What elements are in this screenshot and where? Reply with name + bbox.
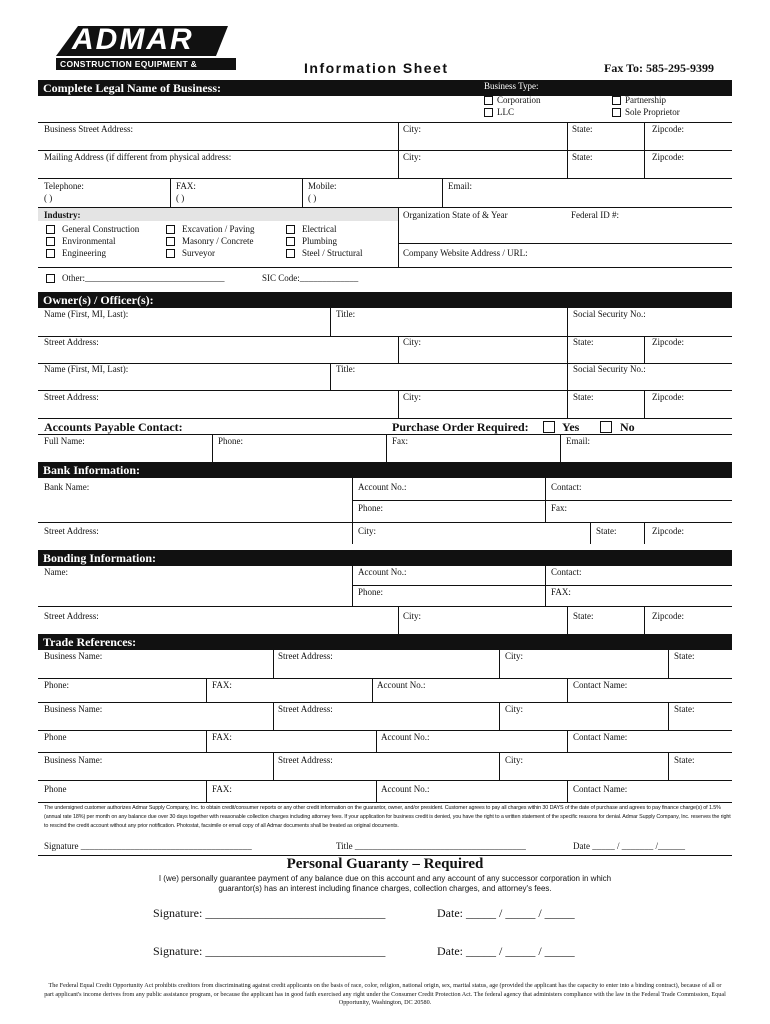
ap-email-label: Email: [566, 436, 590, 446]
po-required-label: Purchase Order Required: [392, 420, 529, 434]
owner1-city-label: City: [403, 337, 422, 347]
industry-label: Industry: [44, 210, 81, 220]
excavation-label: Excavation / Paving [182, 224, 255, 234]
business-city-label: City: [403, 124, 422, 134]
bonding-city-label: City: [403, 611, 422, 621]
corporation-label: Corporation [497, 95, 541, 105]
date-line[interactable]: Date _____ / _______ /______ [573, 841, 685, 851]
bank-contact-label: Contact: [551, 482, 582, 492]
ref2-business-label: Business Name: [44, 704, 103, 714]
business-zip-label: Zipcode: [652, 124, 684, 134]
ref3-phone-label: Phone [44, 784, 67, 794]
owner1-street-label: Street Address: [44, 337, 99, 347]
bonding-bar: Bonding Information: [38, 550, 732, 566]
engineering-label: Engineering [62, 248, 106, 258]
bonding-state-label: State: [573, 611, 594, 621]
ref3-business-label: Business Name: [44, 755, 103, 765]
ref1-fax-label: FAX: [212, 680, 232, 690]
mobile-paren: ( ) [308, 193, 317, 203]
ref2-contact-label: Contact Name: [573, 732, 628, 742]
ref1-city-label: City: [505, 651, 524, 661]
owner1-ssn-label: Social Security No.: [573, 309, 646, 319]
owner2-street-label: Street Address: [44, 392, 99, 402]
llc-label: LLC [497, 107, 514, 117]
admar-logo [38, 22, 238, 79]
ap-phone-label: Phone: [218, 436, 244, 446]
bonding-fax-label: FAX: [551, 587, 571, 597]
bank-zip-label: Zipcode: [652, 526, 684, 536]
ref1-contact-label: Contact Name: [573, 680, 628, 690]
ap-heading: Accounts Payable Contact: [44, 420, 183, 434]
ap-full-name-label: Full Name: [44, 436, 85, 446]
fax-to: Fax To: 585-295-9399 [604, 61, 715, 75]
signature-line[interactable]: Signature ______________________________________ [44, 841, 252, 851]
bank-city-label: City: [358, 526, 377, 536]
bank-fax-label: Fax: [551, 503, 568, 513]
title-line[interactable]: Title ______________________________________ [336, 841, 526, 851]
ref2-fax-label: FAX: [212, 732, 232, 742]
ref3-city-label: City: [505, 755, 524, 765]
owner1-name-label: Name (First, MI, Last): [44, 309, 129, 319]
general-construction-checkbox[interactable] [46, 225, 55, 234]
po-yes-checkbox[interactable] [543, 421, 555, 433]
bank-state-label: State: [596, 526, 617, 536]
guaranty-signature-1[interactable]: Signature: ______________________________ [153, 906, 386, 920]
partnership-label: Partnership [625, 95, 666, 105]
bonding-phone-label: Phone: [358, 587, 384, 597]
owner1-title-label: Title: [336, 309, 356, 319]
org-state-label: Organization State of & Year [403, 210, 508, 220]
ap-fax-label: Fax: [392, 436, 409, 446]
po-no-label: No [620, 420, 635, 434]
owner1-state-label: State: [573, 337, 594, 347]
logo-text: ADMAR [72, 23, 194, 56]
bonding-street-label: Street Address: [44, 611, 99, 621]
business-street-label: Business Street Address: [44, 124, 133, 134]
plumbing-checkbox[interactable] [286, 237, 295, 246]
website-label: Company Website Address / URL: [403, 248, 528, 258]
partnership-checkbox[interactable] [612, 96, 621, 105]
surveyor-label: Surveyor [182, 248, 215, 258]
fax-label: FAX: [176, 181, 196, 191]
llc-checkbox[interactable] [484, 108, 493, 117]
telephone-paren: ( ) [44, 193, 53, 203]
ref2-street-label: Street Address: [278, 704, 333, 714]
po-yes-label: Yes [562, 420, 580, 434]
bank-bar: Bank Information: [38, 462, 732, 478]
bonding-contact-label: Contact: [551, 567, 582, 577]
bonding-zip-label: Zipcode: [652, 611, 684, 621]
ref3-account-label: Account No.: [381, 784, 430, 794]
credit-disclaimer: The undersigned customer authorizes Admar Supply Company, Inc. to obtain credit/consumer reports or any other credit information on the guarantor, owner, and/or president. Customer agrees to pay all charges within 30 DAYS of the date of purchase and agrees to pay finance charge(s) of 1.5% (annual rate 18%) per month on any balance due over 30 days together with reasonable collection charges including attorney fees. If your application for business credit is denied, you have the right to a written statement of the specific reasons for denial. Admar Supply Company, Inc. reserves the right to rescind the credit account without any prior notification. Photostat, facsimile or email copy of all Admar documents shall be treated as original documents. [44, 805, 731, 829]
ref1-state-label: State: [674, 651, 695, 661]
guaranty-text: I (we) personally guarantee payment of any balance due on this account and any account of any successor corporation in which guarantor(s) has an interest including finance charges, collection charges, and attorney's fees. [158, 874, 612, 893]
sole-proprietor-checkbox[interactable] [612, 108, 621, 117]
telephone-label: Telephone: [44, 181, 84, 191]
ref3-contact-label: Contact Name: [573, 784, 628, 794]
mailing-city-label: City: [403, 152, 422, 162]
environmental-checkbox[interactable] [46, 237, 55, 246]
ref2-account-label: Account No.: [381, 732, 430, 742]
electrical-label: Electrical [302, 224, 337, 234]
owner2-title-label: Title: [336, 364, 356, 374]
steel-label: Steel / Structural [302, 248, 363, 258]
other-label: Other:_______________________________ [62, 273, 225, 283]
ref3-state-label: State: [674, 755, 695, 765]
other-checkbox[interactable] [46, 274, 55, 283]
excavation-checkbox[interactable] [166, 225, 175, 234]
guaranty-date-1[interactable]: Date: _____ / _____ / _____ [437, 906, 575, 920]
federal-id-label: Federal ID #: [571, 210, 619, 220]
business-state-label: State: [572, 124, 593, 134]
business-name-field[interactable] [38, 96, 478, 122]
guaranty-signature-2[interactable]: Signature: ______________________________ [153, 944, 386, 958]
sole-proprietor-label: Sole Proprietor [625, 107, 680, 117]
electrical-checkbox[interactable] [286, 225, 295, 234]
ref2-state-label: State: [674, 704, 695, 714]
mobile-label: Mobile: [308, 181, 337, 191]
owner2-name-label: Name (First, MI, Last): [44, 364, 129, 374]
bonding-account-label: Account No.: [358, 567, 407, 577]
plumbing-label: Plumbing [302, 236, 338, 246]
bank-street-label: Street Address: [44, 526, 99, 536]
owner2-zip-label: Zipcode: [652, 392, 684, 402]
ecoa-footer: The Federal Equal Credit Opportunity Act prohibits creditors from discriminating against credit applicants on the basis of race, color, religion, national origin, sex, marital status, age (provided the applicant has the capacity to enter into a binding contract), because of all or part applicant's income derives from any public assistance program, or because the applicant has in good faith exercised any right under the Consumer Credit Protection Act. The federal agency that administers compliance with the law in the Federal Trade Commission, Equal Opportunity, Washington, DC 20580. [44, 982, 726, 1006]
logo-subtitle: CONSTRUCTION EQUIPMENT & SUPPLIES [60, 59, 198, 79]
ref1-street-label: Street Address: [278, 651, 333, 661]
guaranty-heading: Personal Guaranty – Required [286, 856, 484, 872]
masonry-checkbox[interactable] [166, 237, 175, 246]
fax-paren: ( ) [176, 193, 185, 203]
page-title: Information Sheet [304, 60, 449, 76]
business-type-label: Business Type: [484, 81, 539, 91]
ref2-phone-label: Phone [44, 732, 67, 742]
email-label: Email: [448, 181, 472, 191]
mailing-state-label: State: [572, 152, 593, 162]
guaranty-date-2[interactable]: Date: _____ / _____ / _____ [437, 944, 575, 958]
surveyor-checkbox[interactable] [166, 249, 175, 258]
ref3-street-label: Street Address: [278, 755, 333, 765]
owner1-zip-label: Zipcode: [652, 337, 684, 347]
general-construction-label: General Construction [62, 224, 140, 234]
trade-bar: Trade References: [38, 634, 732, 650]
ref1-account-label: Account No.: [377, 680, 426, 690]
steel-checkbox[interactable] [286, 249, 295, 258]
bank-account-label: Account No.: [358, 482, 407, 492]
owner2-city-label: City: [403, 392, 422, 402]
ref3-fax-label: FAX: [212, 784, 232, 794]
ref1-phone-label: Phone: [44, 680, 70, 690]
corporation-checkbox[interactable] [484, 96, 493, 105]
environmental-label: Environmental [62, 236, 116, 246]
owner2-state-label: State: [573, 392, 594, 402]
po-no-checkbox[interactable] [600, 421, 612, 433]
owner2-ssn-label: Social Security No.: [573, 364, 646, 374]
sic-code-label: SIC Code:_____________ [262, 273, 359, 283]
mailing-address-label: Mailing Address (if different from physical address: [44, 152, 232, 162]
mailing-zip-label: Zipcode: [652, 152, 684, 162]
bank-name-label: Bank Name: [44, 482, 90, 492]
bank-phone-label: Phone: [358, 503, 384, 513]
bonding-name-label: Name: [44, 567, 68, 577]
ref2-city-label: City: [505, 704, 524, 714]
owners-bar: Owner(s) / Officer(s): [38, 292, 732, 308]
ref1-business-label: Business Name: [44, 651, 103, 661]
industry-shade [38, 208, 398, 221]
business-name-bar: Complete Legal Name of Business: [38, 80, 478, 96]
engineering-checkbox[interactable] [46, 249, 55, 258]
masonry-label: Masonry / Concrete [182, 236, 254, 246]
